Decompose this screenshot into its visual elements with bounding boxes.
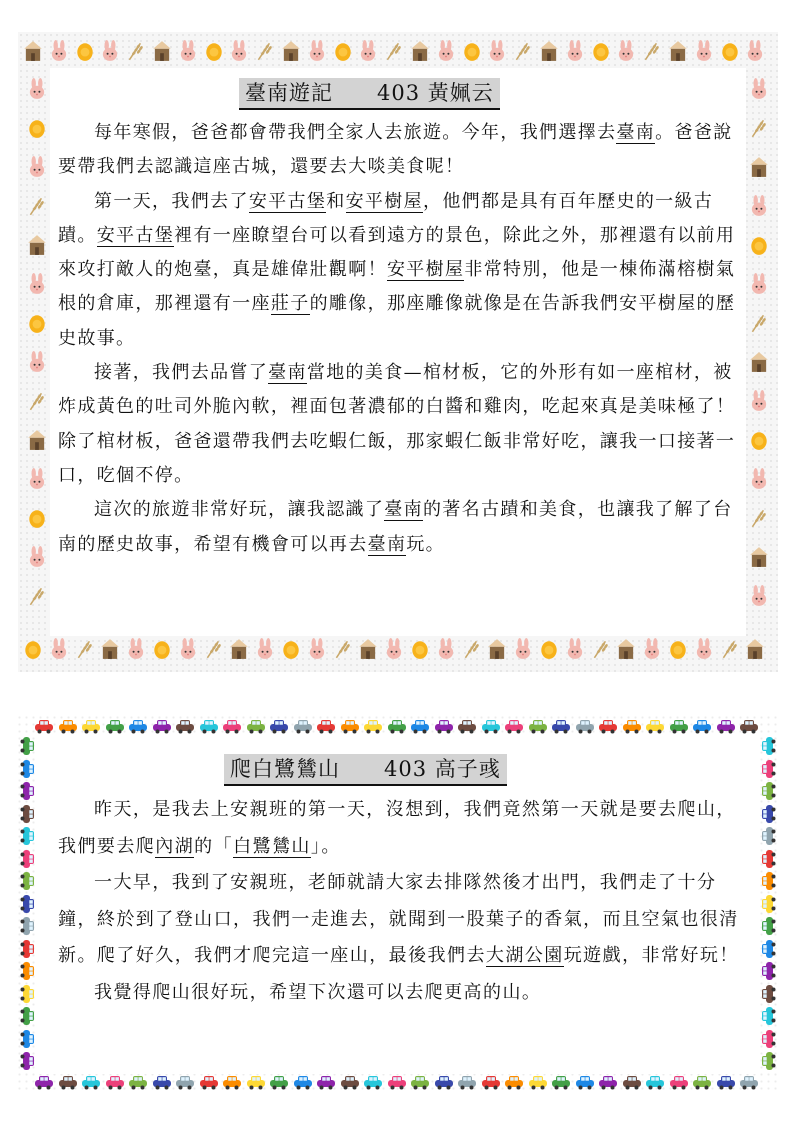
house-icon: [748, 546, 770, 568]
car-icon: [316, 1072, 336, 1092]
text-run: 接著，我們去品嘗了: [94, 362, 269, 384]
bunny-icon: [125, 638, 147, 660]
car-icon: [128, 716, 148, 736]
orange-icon: [719, 40, 741, 62]
car-icon: [34, 716, 54, 736]
orange-icon: [409, 638, 431, 660]
paragraph: [58, 356, 741, 493]
house-icon: [26, 429, 48, 451]
car-icon: [622, 716, 642, 736]
bunny-icon: [435, 638, 457, 660]
car-icon: [34, 1072, 54, 1092]
wheat-icon: [641, 40, 663, 62]
car-icon: [293, 716, 313, 736]
car-icon: [18, 736, 38, 756]
bunny-icon: [254, 638, 276, 660]
car-icon: [758, 916, 778, 936]
car-icon: [716, 1072, 736, 1092]
text-run: 的「: [194, 835, 234, 857]
car-icon: [758, 804, 778, 824]
car-icon: [551, 1072, 571, 1092]
wheat-icon: [203, 638, 225, 660]
car-icon: [758, 736, 778, 756]
car-icon: [692, 1072, 712, 1092]
paragraph: [58, 185, 741, 356]
car-icon: [222, 716, 242, 736]
bunny-icon: [99, 40, 121, 62]
car-icon: [598, 1072, 618, 1092]
bunny-icon: [615, 40, 637, 62]
bunny-icon: [177, 638, 199, 660]
car-icon: [18, 939, 38, 959]
bunny-icon: [486, 40, 508, 62]
car-icon: [758, 939, 778, 959]
car-icon: [18, 849, 38, 869]
text-run: 一大早，我到了安親班，老師就請大家去排隊然後才出門，我們走了十分鐘，終於到了登山口，我們一走進去，就聞到一股葉子的香氣，而且空氣也很清新。爬了好久，我們才爬完這一座山，最後我們去: [58, 872, 739, 966]
bunny-icon: [306, 40, 328, 62]
bunny-icon: [306, 638, 328, 660]
wheat-icon: [332, 638, 354, 660]
car-icon: [758, 849, 778, 869]
car-icon: [758, 826, 778, 846]
car-icon: [18, 894, 38, 914]
car-icon: [152, 716, 172, 736]
car-icon: [18, 916, 38, 936]
wheat-icon: [383, 40, 405, 62]
car-icon: [199, 716, 219, 736]
car-icon: [669, 1072, 689, 1092]
bunny-icon: [48, 40, 70, 62]
car-icon: [105, 1072, 125, 1092]
house-icon: [538, 40, 560, 62]
car-icon: [481, 716, 501, 736]
house-icon: [151, 40, 173, 62]
orange-icon: [22, 638, 44, 660]
car-icon: [246, 716, 266, 736]
house-icon: [22, 40, 44, 62]
car-icon: [128, 1072, 148, 1092]
car-icon: [758, 759, 778, 779]
car-icon: [758, 871, 778, 891]
article-title-hiking: 爬白鷺鷥山 403 高子彧: [224, 754, 507, 786]
car-icon: [222, 1072, 242, 1092]
car-icon: [105, 716, 125, 736]
car-icon: [81, 716, 101, 736]
car-icon: [175, 716, 195, 736]
wheat-icon: [719, 638, 741, 660]
car-icon: [316, 716, 336, 736]
car-icon: [18, 1051, 38, 1071]
car-icon: [175, 1072, 195, 1092]
wheat-icon: [74, 638, 96, 660]
car-icon: [434, 716, 454, 736]
house-icon: [228, 638, 250, 660]
paragraph: [58, 792, 741, 865]
car-icon: [410, 1072, 430, 1092]
orange-icon: [26, 507, 48, 529]
house-icon: [486, 638, 508, 660]
wheat-icon: [26, 585, 48, 607]
house-icon: [26, 234, 48, 256]
car-icon: [758, 1051, 778, 1071]
car-icon: [387, 1072, 407, 1092]
house-icon: [667, 40, 689, 62]
wheat-icon: [748, 312, 770, 334]
bunny-icon: [564, 638, 586, 660]
bunny-icon: [748, 195, 770, 217]
car-icon: [246, 1072, 266, 1092]
orange-icon: [26, 117, 48, 139]
wheat-icon: [254, 40, 276, 62]
text-run: 昨天，是我去上安親班的第一天，沒想到，我們竟然第一天就是要去爬山，我們要去爬: [58, 799, 736, 857]
car-icon: [457, 1072, 477, 1092]
underlined-term: 臺南: [367, 533, 407, 555]
text-run: 這次的旅遊非常好玩，讓我認識了: [94, 499, 385, 521]
car-icon: [18, 984, 38, 1004]
bunny-icon: [228, 40, 250, 62]
car-icon: [457, 716, 477, 736]
car-icon: [758, 894, 778, 914]
orange-icon: [590, 40, 612, 62]
orange-icon: [26, 312, 48, 334]
underlined-term: 內湖: [155, 835, 195, 857]
house-icon: [748, 156, 770, 178]
house-icon: [744, 638, 766, 660]
house-icon: [748, 351, 770, 373]
text-run: 我覺得爬山很好玩，希望下次還可以去爬更高的山。: [94, 981, 542, 1003]
underlined-term: 安平樹屋: [386, 259, 465, 281]
underlined-term: 安平樹屋: [345, 190, 423, 212]
car-icon: [622, 1072, 642, 1092]
orange-icon: [461, 40, 483, 62]
article-body-tainan: [58, 116, 741, 562]
orange-icon: [74, 40, 96, 62]
car-icon: [340, 1072, 360, 1092]
car-icon: [739, 716, 759, 736]
wheat-icon: [26, 390, 48, 412]
car-icon: [387, 716, 407, 736]
bunny-icon: [177, 40, 199, 62]
car-icon: [18, 804, 38, 824]
car-icon: [152, 1072, 172, 1092]
underlined-term: 白鷺鷥山: [233, 835, 311, 857]
house-icon: [615, 638, 637, 660]
car-icon: [58, 1072, 78, 1092]
bunny-icon: [26, 468, 48, 490]
wheat-icon: [512, 40, 534, 62]
wheat-icon: [125, 40, 147, 62]
bunny-icon: [26, 78, 48, 100]
text-run: 裡有一座瞭望台可以看到遠方的景色，除此之外，那裡還有以前用來攻打敵人的炮臺，真是雄偉壯觀啊！: [58, 224, 736, 281]
article-title-tainan: 臺南遊記 403 黃姵云: [239, 78, 500, 110]
underlined-term: 臺南: [616, 122, 656, 143]
bunny-icon: [564, 40, 586, 62]
car-icon: [575, 716, 595, 736]
text-run: 的著名古蹟和美食，也讓我了解了台南的歷史故事，希望有機會可以再去: [58, 499, 733, 555]
car-icon: [18, 871, 38, 891]
bunny-icon: [48, 638, 70, 660]
car-icon: [739, 1072, 759, 1092]
paragraph: [58, 116, 741, 185]
bunny-icon: [748, 390, 770, 412]
car-icon: [758, 984, 778, 1004]
car-icon: [504, 1072, 524, 1092]
car-icon: [504, 716, 524, 736]
car-icon: [18, 826, 38, 846]
car-icon: [58, 716, 78, 736]
car-icon: [575, 1072, 595, 1092]
bunny-icon: [641, 638, 663, 660]
car-icon: [199, 1072, 219, 1092]
car-icon: [481, 1072, 501, 1092]
car-icon: [81, 1072, 101, 1092]
orange-icon: [151, 638, 173, 660]
bunny-icon: [744, 40, 766, 62]
car-icon: [363, 716, 383, 736]
car-icon: [758, 1006, 778, 1026]
car-icon: [551, 716, 571, 736]
car-icon: [528, 716, 548, 736]
car-icon: [269, 716, 289, 736]
text-run: 的雕像，那座雕像就像是在告訴我們安平樹屋的歷史故事。: [58, 293, 736, 349]
bunny-icon: [748, 273, 770, 295]
car-icon: [410, 716, 430, 736]
car-icon: [598, 716, 618, 736]
wheat-icon: [748, 117, 770, 139]
text-run: 當地的美食—棺材板，它的外形有如一座棺材，被炸成黃色的吐司外脆內軟，裡面包著濃郁的白醬和雞肉，吃起來真是美味極了！除了棺材板，爸爸還帶我們去吃蝦仁飯，那家蝦仁飯非常好吃，讓我一口接著一口，吃個不停。: [58, 362, 736, 486]
car-icon: [669, 716, 689, 736]
car-icon: [18, 759, 38, 779]
orange-icon: [280, 638, 302, 660]
orange-icon: [538, 638, 560, 660]
bunny-icon: [693, 40, 715, 62]
text-run: 每年寒假，爸爸都會帶我們全家人去旅遊。今年，我們選擇去: [94, 122, 617, 143]
bunny-icon: [26, 156, 48, 178]
paragraph: [58, 975, 741, 1012]
article-body-hiking: [58, 792, 741, 1011]
bunny-icon: [693, 638, 715, 660]
text-run: 玩遊戲，非常好玩！: [563, 945, 739, 966]
house-icon: [357, 638, 379, 660]
wheat-icon: [26, 195, 48, 217]
paragraph: [58, 493, 741, 562]
car-icon: [645, 716, 665, 736]
car-icon: [758, 781, 778, 801]
underlined-term: 安平古堡: [96, 224, 175, 246]
car-icon: [18, 1006, 38, 1026]
car-icon: [692, 716, 712, 736]
orange-icon: [203, 40, 225, 62]
car-icon: [758, 961, 778, 981]
wheat-icon: [590, 638, 612, 660]
wheat-icon: [461, 638, 483, 660]
car-icon: [645, 1072, 665, 1092]
underlined-term: 大湖公園: [485, 945, 564, 966]
text-run: 」。: [310, 835, 341, 857]
car-icon: [758, 1029, 778, 1049]
car-icon: [363, 1072, 383, 1092]
orange-icon: [332, 40, 354, 62]
house-icon: [280, 40, 302, 62]
car-icon: [528, 1072, 548, 1092]
bunny-icon: [748, 468, 770, 490]
car-icon: [269, 1072, 289, 1092]
bunny-icon: [512, 638, 534, 660]
car-icon: [18, 781, 38, 801]
car-icon: [18, 961, 38, 981]
text-run: 。爸爸說要帶我們去認識這座古城，還要去大啖美食呢！: [58, 122, 733, 178]
car-icon: [293, 1072, 313, 1092]
bunny-icon: [383, 638, 405, 660]
bunny-icon: [435, 40, 457, 62]
wheat-icon: [748, 507, 770, 529]
underlined-term: 臺南: [268, 362, 307, 384]
bunny-icon: [26, 351, 48, 373]
underlined-term: 臺南: [384, 499, 423, 521]
car-icon: [18, 1029, 38, 1049]
bunny-icon: [26, 273, 48, 295]
bunny-icon: [26, 546, 48, 568]
orange-icon: [748, 429, 770, 451]
bunny-icon: [748, 585, 770, 607]
text-run: 第一天，我們去了: [94, 190, 249, 212]
paragraph: [58, 865, 741, 975]
text-run: 非常特別，他是一棟佈滿榕樹氣根的倉庫，那裡還有一座: [58, 259, 736, 315]
text-run: ，他們都是具有百年歷史的一級古蹟。: [58, 190, 714, 246]
underlined-term: 莊子: [270, 293, 310, 315]
text-run: 和: [326, 190, 346, 212]
house-icon: [409, 40, 431, 62]
orange-icon: [667, 638, 689, 660]
house-icon: [99, 638, 121, 660]
text-run: 玩。: [406, 533, 446, 555]
underlined-term: 安平古堡: [248, 190, 327, 212]
car-icon: [716, 716, 736, 736]
bunny-icon: [357, 40, 379, 62]
car-icon: [434, 1072, 454, 1092]
car-icon: [340, 716, 360, 736]
orange-icon: [748, 234, 770, 256]
bunny-icon: [748, 78, 770, 100]
